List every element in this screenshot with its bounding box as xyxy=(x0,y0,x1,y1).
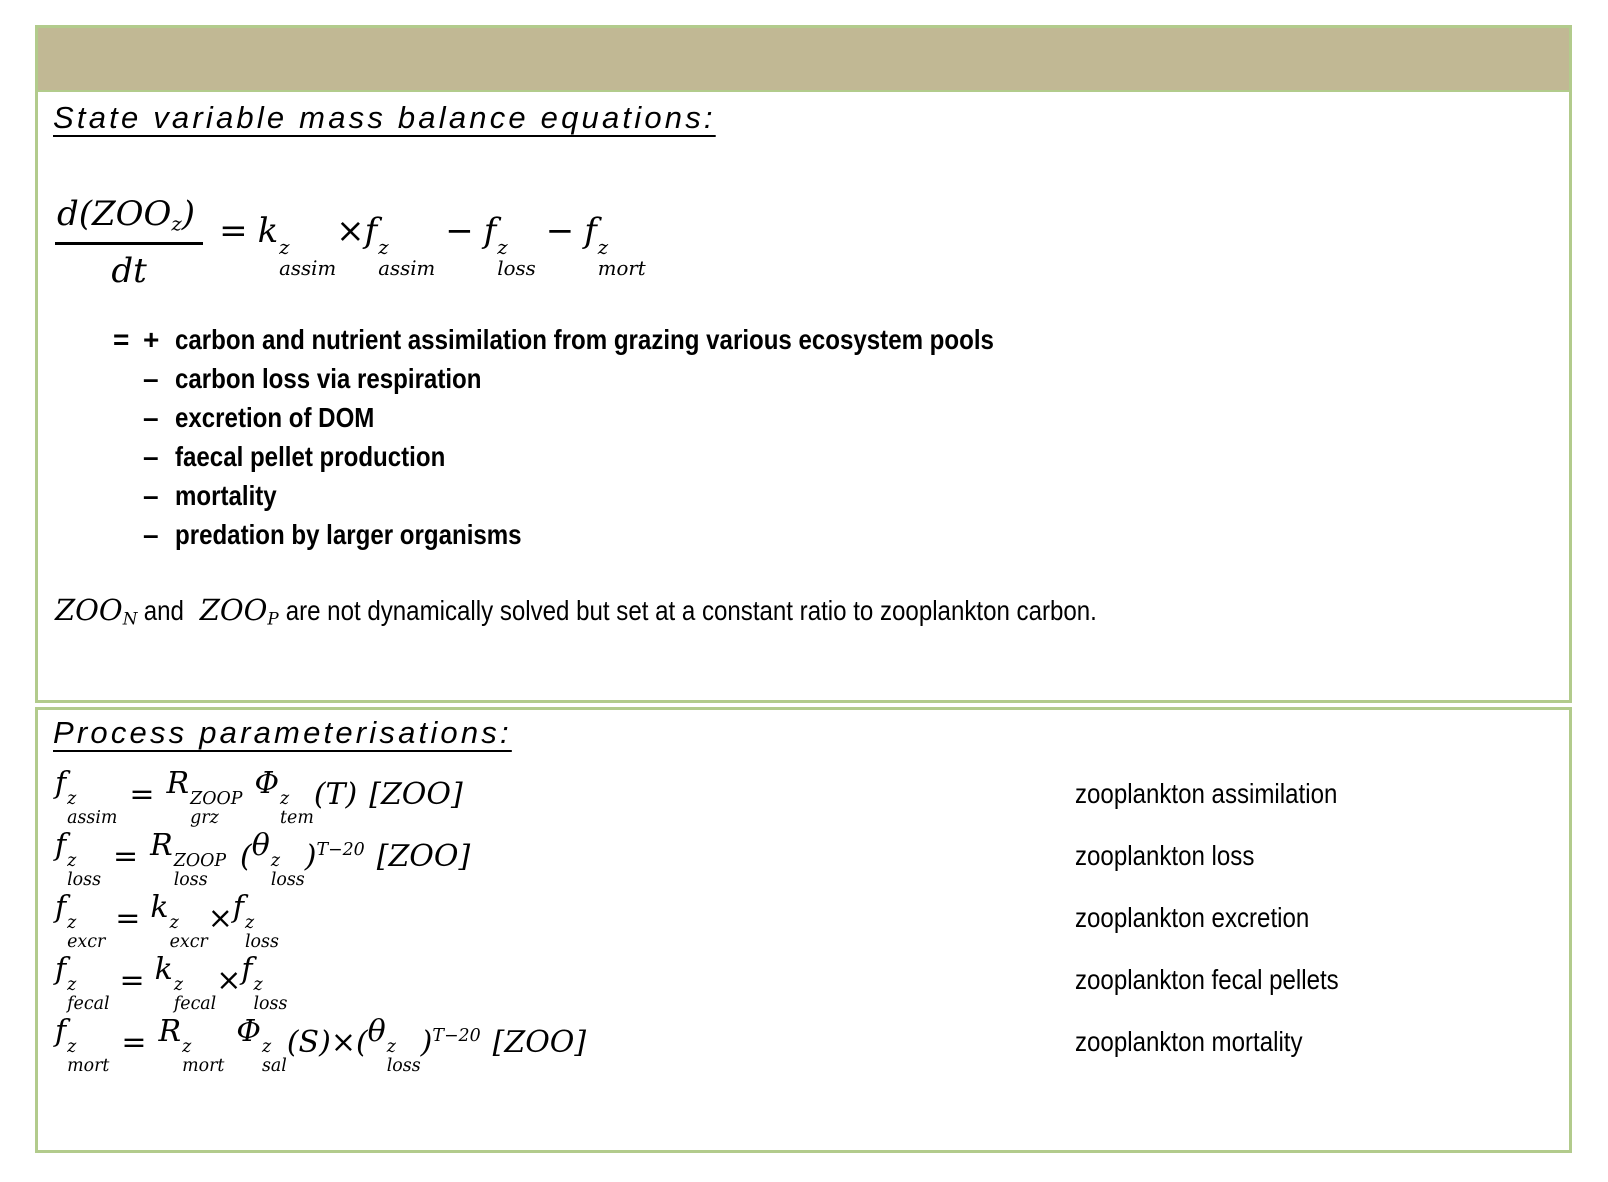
math-token: = xyxy=(121,1024,147,1060)
section1-title: State variable mass balance equations: xyxy=(53,100,716,135)
process-equation-label: zooplankton fecal pellets xyxy=(1075,964,1339,995)
math-token: )$^{T-20}$ xyxy=(420,1024,481,1060)
process-equation-row xyxy=(55,1011,1569,1076)
bullet-sign: – xyxy=(143,402,159,434)
bullet-text: predation by larger organisms xyxy=(175,519,522,551)
math-token: f z loss xyxy=(241,952,288,1014)
process-equation-row xyxy=(55,825,1569,890)
process-equation xyxy=(55,766,1075,828)
math-token: f z assim xyxy=(55,766,118,828)
bullet-sign: + xyxy=(143,324,160,356)
math-token: × xyxy=(207,900,233,936)
math-token: k z assim xyxy=(257,210,337,280)
math-token: f z assim xyxy=(364,210,436,280)
bullet-text: faecal pellet production xyxy=(175,441,446,473)
math-token: )$^{T-20}$ xyxy=(304,838,365,874)
process-equation-row xyxy=(55,949,1569,1014)
math-token: R ZOOP loss xyxy=(150,828,227,890)
math-token: k z fecal xyxy=(154,952,217,1014)
process-equation xyxy=(55,1014,1075,1076)
math-token: ZOOz xyxy=(92,194,182,236)
math-token: dt xyxy=(111,250,147,291)
bullet-item xyxy=(113,399,1569,438)
bullet-item xyxy=(113,321,1569,360)
math-token: f z loss xyxy=(232,890,279,952)
bullet-text: carbon and nutrient assimilation from grazing various ecosystem pools xyxy=(175,324,994,356)
bullet-item xyxy=(113,438,1569,477)
math-token: ) xyxy=(181,194,196,234)
bullet-text: excretion of DOM xyxy=(175,402,375,434)
mass-balance-equation xyxy=(55,194,1569,291)
math-token: [ZOO] xyxy=(376,838,471,874)
fraction-numerator xyxy=(55,194,203,245)
math-token: ( xyxy=(355,1024,368,1060)
state-variable-section xyxy=(35,25,1572,703)
process-equation xyxy=(55,952,1075,1014)
constant-ratio-note xyxy=(55,593,1569,629)
math-token: d( xyxy=(57,194,93,234)
process-equation-row xyxy=(55,887,1569,952)
bullet-item xyxy=(113,516,1569,555)
math-token: θ z loss xyxy=(251,828,305,890)
math-token: ( xyxy=(240,838,252,874)
math-token: R ZOOP grz xyxy=(166,766,243,828)
math-token: Φ z tem xyxy=(254,766,314,828)
math-token: f z mort xyxy=(55,1014,110,1076)
math-token: = xyxy=(115,900,141,936)
math-token: (S) xyxy=(286,1024,331,1060)
equation-fraction xyxy=(55,194,203,291)
process-equation xyxy=(55,890,1075,952)
math-token: = xyxy=(119,962,145,998)
bullet-sign: – xyxy=(143,480,159,512)
bullet-text: carbon loss via respiration xyxy=(175,363,482,395)
math-token: f z loss xyxy=(55,828,101,890)
math-token: − xyxy=(545,210,575,251)
process-section xyxy=(35,707,1572,1153)
math-token: R z mort xyxy=(158,1014,225,1076)
math-token: = xyxy=(113,838,139,874)
math-token: × xyxy=(336,210,365,251)
math-token: f z fecal xyxy=(55,952,110,1014)
process-equation-label: zooplankton assimilation xyxy=(1075,778,1338,809)
bullet-item xyxy=(113,360,1569,399)
process-equation-row xyxy=(55,763,1569,828)
math-token: k z excr xyxy=(150,890,208,952)
process-equation-rows xyxy=(55,763,1569,1076)
math-token: Φ z sal xyxy=(236,1014,287,1076)
math-token: (T) xyxy=(313,776,358,812)
math-token: = xyxy=(219,210,248,251)
section2-title: Process parameterisations: xyxy=(53,715,512,750)
math-token: f z loss xyxy=(483,210,536,280)
math-token: × xyxy=(330,1024,356,1060)
math-token: are not dynamically solved but set at a constant ratio to zooplankton carbon. xyxy=(278,594,1097,626)
math-token: and xyxy=(137,594,191,626)
equation-rhs xyxy=(209,210,646,280)
bullet-text: mortality xyxy=(175,480,277,512)
math-token: = xyxy=(129,776,155,812)
bullet-sign: – xyxy=(143,441,159,473)
math-token: θ z loss xyxy=(367,1014,421,1076)
process-equation xyxy=(55,828,1075,890)
process-equation-label: zooplankton mortality xyxy=(1075,1026,1303,1057)
math-token: ZOON xyxy=(55,592,138,629)
bullet-sign: – xyxy=(143,363,159,395)
process-equation-label: zooplankton loss xyxy=(1075,840,1255,871)
math-token: f z mort xyxy=(584,210,646,280)
process-equation-label: zooplankton excretion xyxy=(1075,902,1310,933)
math-token: [ZOO] xyxy=(369,776,463,812)
bullet-item xyxy=(113,477,1569,516)
bullet-sign: – xyxy=(143,519,159,551)
math-token: − xyxy=(445,210,474,251)
bullet-list xyxy=(113,321,1569,555)
math-token: [ZOO] xyxy=(492,1024,587,1060)
fraction-denominator xyxy=(55,245,203,291)
header-bar xyxy=(38,28,1569,92)
math-token: f z excr xyxy=(55,890,106,952)
math-token: × xyxy=(216,962,242,998)
bullet-equals-prefix: = xyxy=(113,324,130,356)
math-token: ZOOP xyxy=(199,592,279,629)
